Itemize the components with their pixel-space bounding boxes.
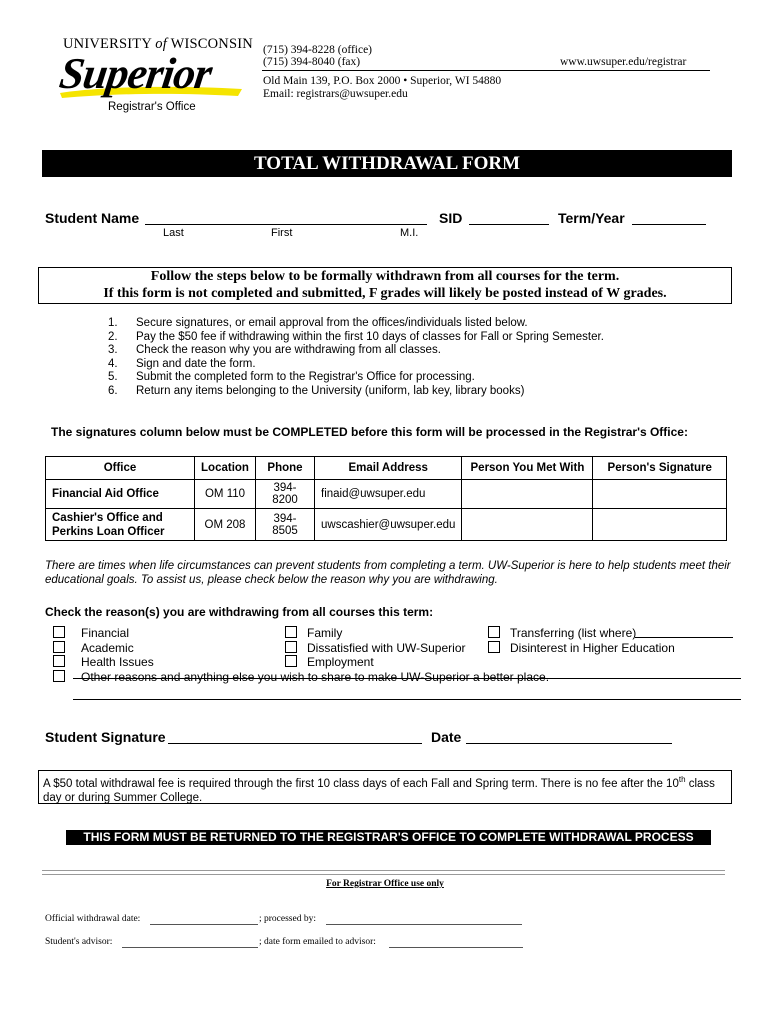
fee-notice-box: A $50 total withdrawal fee is required through the first 10 class days of each Fall and Spring term. There is no fee after the 10th class day or during Summer College. (38, 770, 732, 804)
return-form-notice: THIS FORM MUST BE RETURNED TO THE REGISTRAR'S OFFICE TO COMPLETE WITHDRAWAL PROCESS (66, 830, 711, 845)
circumstances-text: There are times when life circumstances can prevent students from completing a term. UW-Superior is here to help students meet their educational goals. To assist us, please check below the reason why you are withdrawing. (45, 560, 731, 586)
transferring-where-field[interactable] (635, 637, 733, 638)
step-item: 6. Return any items belonging to the University (uniform, lab key, library books) (108, 384, 525, 397)
reason-disinterest-label: Disinterest in Higher Education (510, 640, 675, 655)
reason-other-label: Other reasons and anything else you wish to share to make UW-Superior a better place. (81, 669, 550, 684)
date-emailed-field[interactable] (389, 947, 523, 948)
checkbox-transferring[interactable] (488, 626, 500, 638)
checkbox-academic[interactable] (53, 641, 65, 653)
student-name-label: Student Name (45, 210, 140, 226)
reason-family-label: Family (307, 626, 343, 640)
processed-by-field[interactable] (326, 924, 522, 925)
term-year-label: Term/Year (558, 210, 625, 226)
cell-location: OM 110 (195, 480, 256, 509)
logo-university-text: UNIVERSITY of WISCONSIN (63, 36, 253, 52)
checkbox-financial[interactable] (53, 626, 65, 638)
cell-office: Cashier's Office and Perkins Loan Officer (46, 509, 195, 541)
checkbox-disinterest[interactable] (488, 641, 500, 653)
col-person-met: Person You Met With (462, 457, 593, 480)
withdrawal-notice-box (38, 267, 732, 304)
signatures-table (45, 456, 727, 541)
header-rule (262, 70, 710, 71)
divider (42, 870, 725, 875)
col-location: Location (195, 457, 256, 480)
sid-field[interactable] (469, 224, 549, 225)
cell-location: OM 208 (195, 509, 256, 541)
name-sub-mi: M.I. (400, 227, 419, 239)
website-link[interactable]: www.uwsuper.edu/registrar (560, 56, 687, 68)
student-advisor-field[interactable] (122, 947, 258, 948)
cell-email: finaid@uwsuper.edu (315, 480, 462, 509)
col-office: Office (46, 457, 195, 480)
student-advisor-label: Student's advisor: (45, 937, 113, 947)
checkbox-employment[interactable] (285, 655, 297, 667)
table-row (46, 480, 727, 509)
reasons-col-3 (488, 626, 675, 655)
registrar-email[interactable]: Email: registrars@uwsuper.edu (263, 88, 408, 100)
cell-signature[interactable] (593, 509, 727, 541)
step-item: 4. Sign and date the form. (108, 357, 256, 370)
reason-transferring-label: Transferring (list where) (510, 626, 637, 640)
step-item: 2. Pay the $50 fee if withdrawing within the first 10 days of classes for Fall or Spring Semester. (108, 330, 604, 343)
cell-person-met[interactable] (462, 509, 593, 541)
reasons-heading: Check the reason(s) you are withdrawing from all courses this term: (45, 605, 434, 619)
table-row (46, 509, 727, 541)
notice-line-1: Follow the steps below to be formally withdrawn from all courses for the term. (150, 269, 620, 284)
cell-phone: 394-8505 (256, 509, 315, 541)
student-signature-label: Student Signature (45, 729, 166, 745)
checkbox-other[interactable] (53, 670, 65, 682)
name-sub-first: First (271, 227, 293, 239)
reason-dissatisfied-label: Dissatisfied with UW-Superior (307, 640, 466, 655)
phone-office: (715) 394-8228 (office) (263, 44, 373, 56)
checkbox-family[interactable] (285, 626, 297, 638)
name-sub-last: Last (163, 227, 184, 239)
term-year-field[interactable] (632, 224, 706, 225)
phone-fax: (715) 394-8040 (fax) (263, 56, 361, 68)
signatures-heading: The signatures column below must be COMPLETED before this form will be processed in the Registrar's Office: (51, 425, 688, 439)
processed-by-label: ; processed by: (259, 914, 316, 924)
student-name-field[interactable] (145, 224, 427, 225)
reasons-col-2 (285, 626, 466, 670)
cell-phone: 394-8200 (256, 480, 315, 509)
logo-registrar-office: Registrar's Office (108, 101, 196, 113)
official-withdrawal-date-label: Official withdrawal date: (45, 914, 141, 924)
cell-office: Financial Aid Office (46, 480, 195, 509)
other-reasons-line-1[interactable] (73, 678, 741, 679)
cell-signature[interactable] (593, 480, 727, 509)
date-label: Date (431, 729, 462, 745)
date-field[interactable] (466, 743, 672, 744)
steps-list (108, 317, 604, 398)
step-item: 3. Check the reason why you are withdrawing from all classes. (108, 344, 441, 356)
step-item: 1. Secure signatures, or email approval from the offices/individuals listed below. (108, 317, 528, 329)
checkbox-dissatisfied[interactable] (285, 641, 297, 653)
other-reasons-line-2[interactable] (73, 699, 741, 700)
table-header-row (46, 457, 727, 480)
form-title: TOTAL WITHDRAWAL FORM (42, 150, 732, 177)
official-withdrawal-date-field[interactable] (150, 924, 258, 925)
col-email: Email Address (315, 457, 462, 480)
cell-person-met[interactable] (462, 480, 593, 509)
step-item: 5. Submit the completed form to the Registrar's Office for processing. (108, 371, 475, 383)
mailing-address: Old Main 139, P.O. Box 2000 • Superior, WI 54880 (263, 75, 502, 87)
sid-label: SID (439, 210, 463, 226)
reason-financial-label: Financial (81, 626, 130, 640)
reason-health-label: Health Issues (81, 655, 154, 669)
logo-superior-wordmark: Superior (56, 49, 215, 98)
date-emailed-label: ; date form emailed to advisor: (259, 937, 376, 947)
reason-academic-label: Academic (81, 640, 134, 655)
registrar-use-heading: For Registrar Office use only (326, 879, 444, 889)
checkbox-health[interactable] (53, 655, 65, 667)
notice-line-2: If this form is not completed and submitted, F grades will likely be posted instead of W grades. (103, 286, 667, 301)
reason-employment-label: Employment (307, 655, 374, 669)
cell-email: uwscashier@uwsuper.edu (315, 509, 462, 541)
col-phone: Phone (256, 457, 315, 480)
student-signature-field[interactable] (168, 743, 422, 744)
col-signature: Person's Signature (593, 457, 727, 480)
